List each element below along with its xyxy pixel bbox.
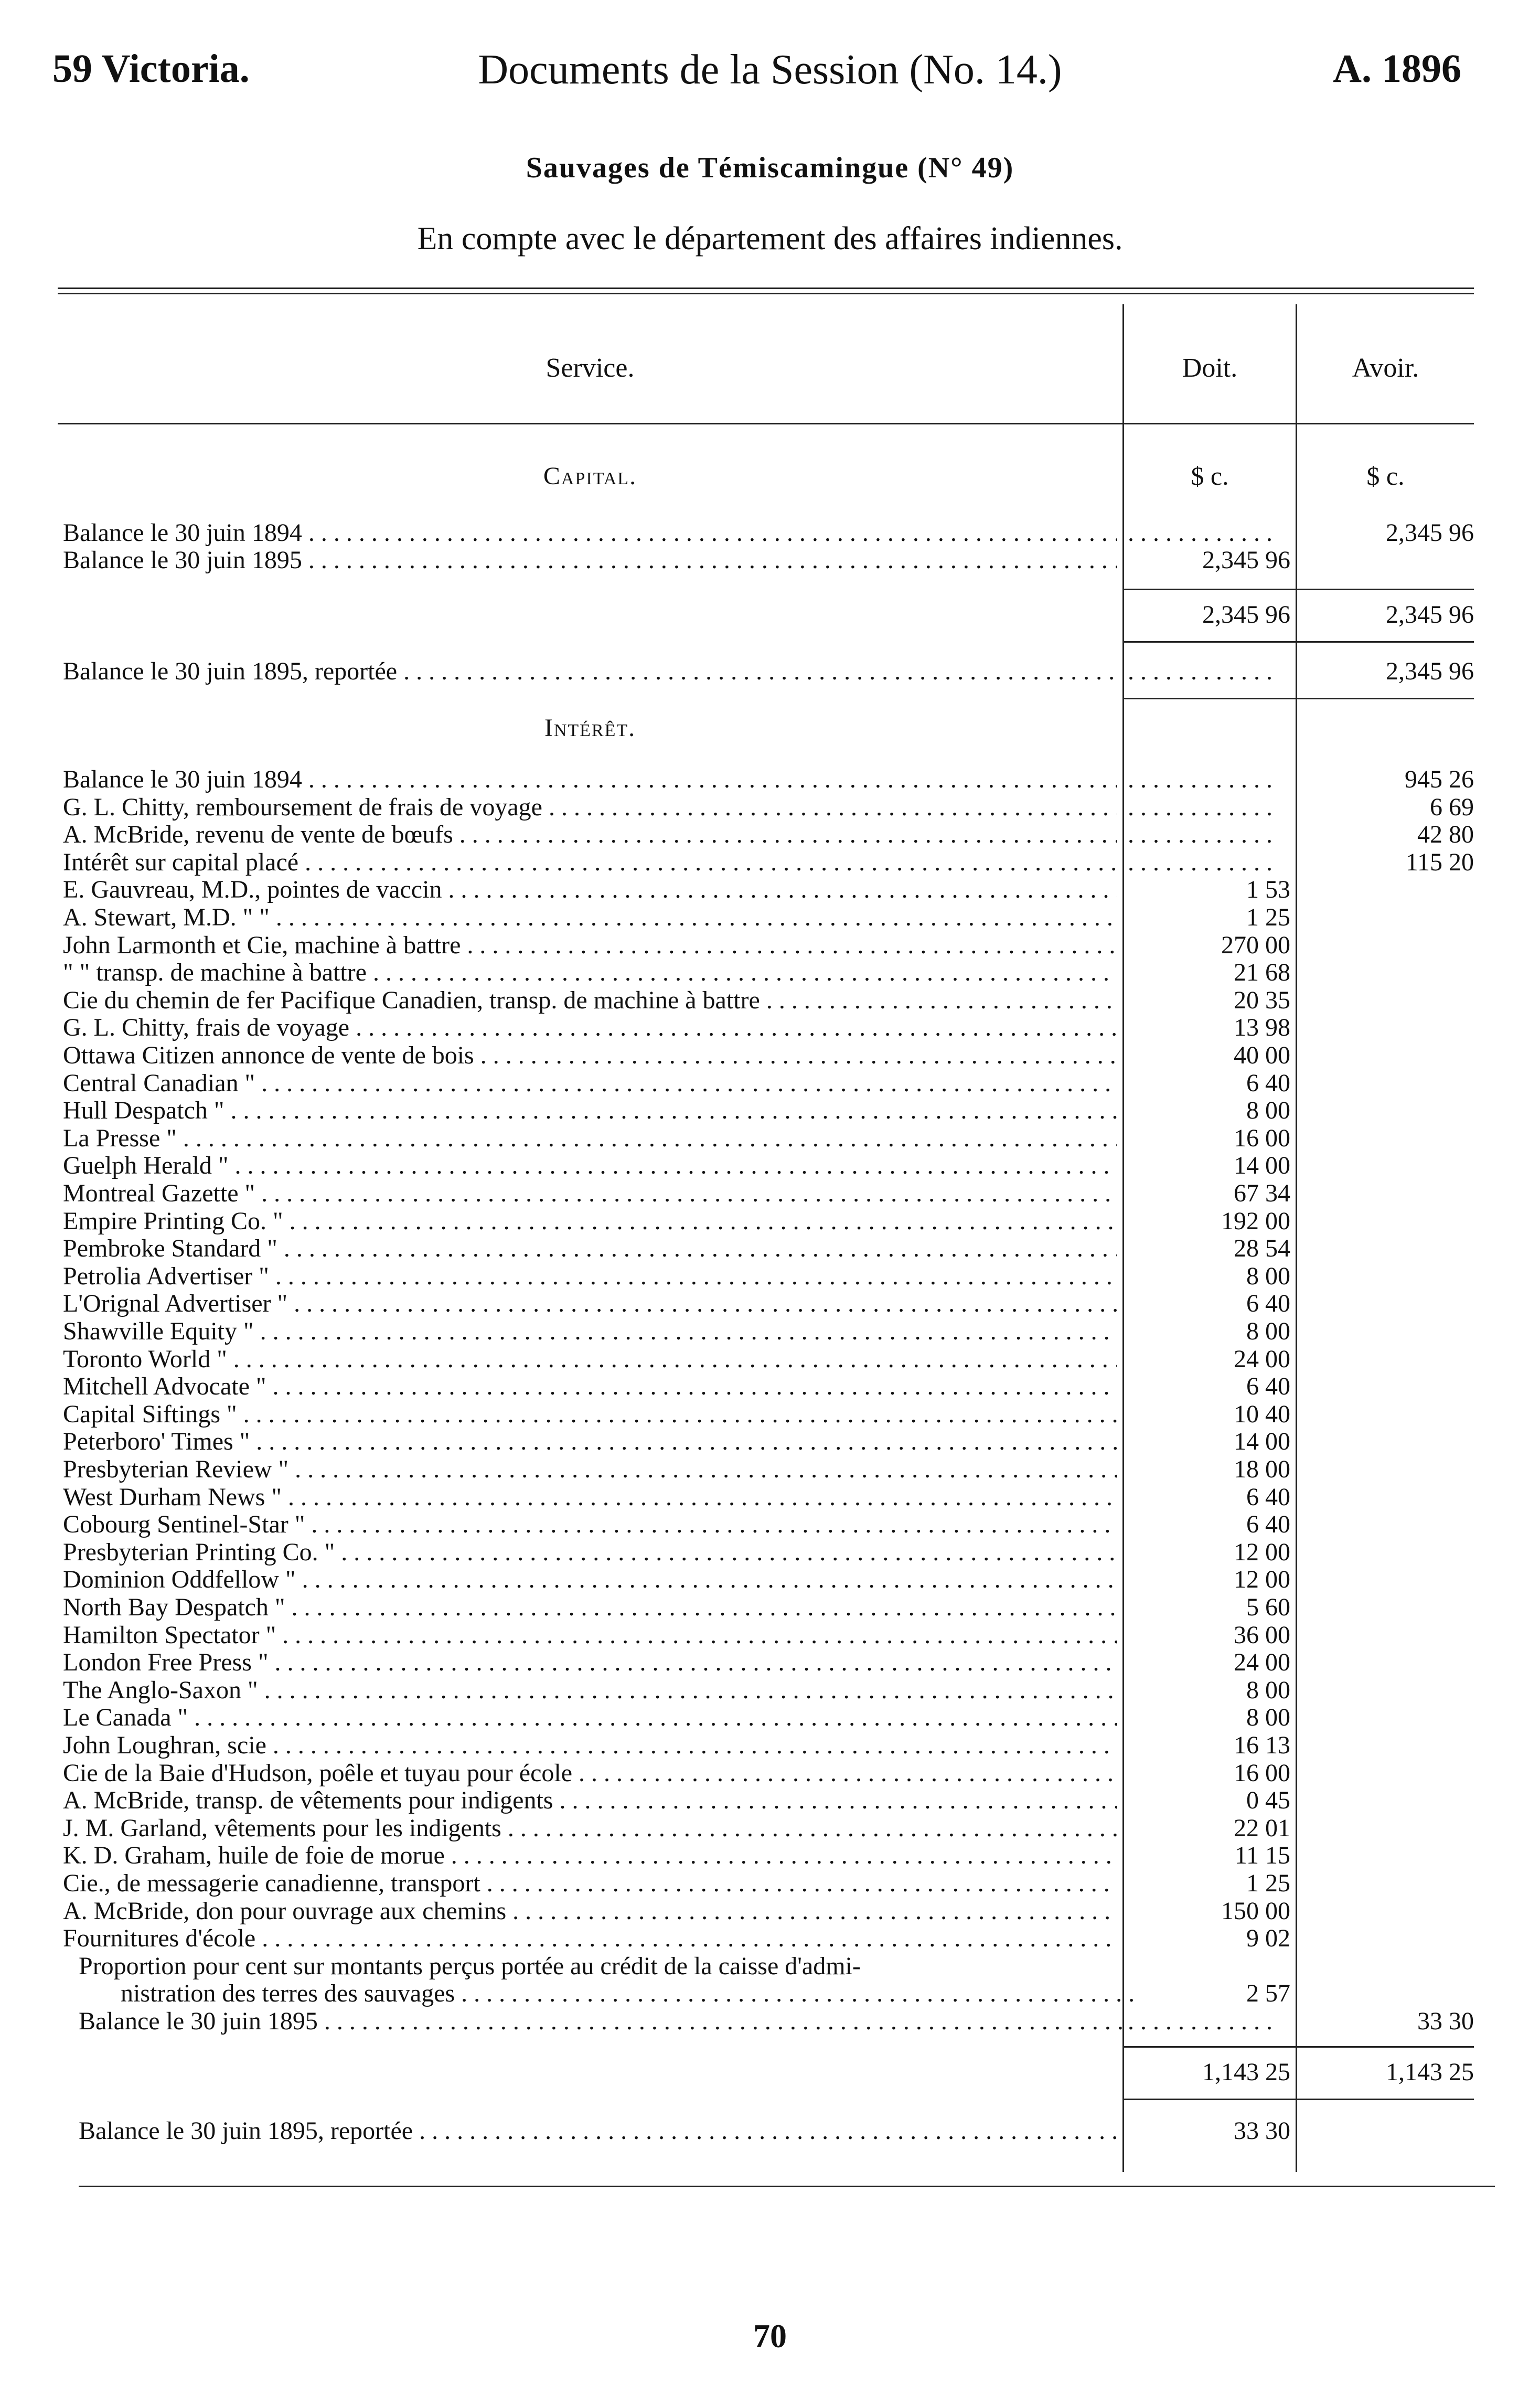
header-year-code: A. 1896 bbox=[1333, 47, 1461, 91]
proportion-line-1: Proportion pour cent sur montants perçus portée au crédit de la caisse d'admi- bbox=[79, 1952, 861, 1980]
row-debit: 6 40 bbox=[1246, 1069, 1290, 1097]
table-row-carried bbox=[0, 2117, 1540, 2145]
row-description: Balance le 30 juin 1895, reportée . . . bbox=[63, 658, 1117, 685]
table-row bbox=[0, 1704, 1540, 1731]
row-description: Balance le 30 juin 1895, reportée . . . bbox=[79, 2117, 1122, 2145]
row-description: North Bay Despatch " . . . bbox=[63, 1594, 1117, 1621]
row-leader-dots bbox=[1128, 2008, 1280, 2035]
row-description: Presbyterian Printing Co. " . . . bbox=[63, 1539, 1117, 1566]
row-description: Balance le 30 juin 1895 . . . bbox=[79, 2008, 1122, 2035]
row-description: Montreal Gazette " . . . bbox=[63, 1180, 1117, 1207]
row-description: A. McBride, don pour ouvrage aux chemins . . . bbox=[63, 1898, 1117, 1925]
table-row bbox=[0, 959, 1540, 986]
row-debit: 14 00 bbox=[1234, 1152, 1290, 1180]
table-row bbox=[0, 766, 1540, 793]
table-row bbox=[0, 1373, 1540, 1400]
table-row bbox=[0, 821, 1540, 848]
total-credit: 1,143 25 bbox=[1386, 2058, 1474, 2086]
interet-subtotal-rule-credit bbox=[1297, 2046, 1474, 2048]
row-description: Balance le 30 juin 1894 . . . bbox=[63, 519, 1117, 547]
row-debit: 14 00 bbox=[1234, 1428, 1290, 1456]
row-description: Toronto World " . . . bbox=[63, 1346, 1117, 1373]
row-description: Intérêt sur capital placé . . . bbox=[63, 849, 1117, 876]
row-description: G. L. Chitty, frais de voyage . . . bbox=[63, 1014, 1117, 1041]
table-row bbox=[0, 876, 1540, 903]
row-description: Shawville Equity " . . . bbox=[63, 1318, 1117, 1345]
row-leader-dots bbox=[1128, 519, 1280, 547]
table-row bbox=[0, 1042, 1540, 1069]
row-description: J. M. Garland, vêtements pour les indigents . . . bbox=[63, 1815, 1117, 1842]
table-row-carried bbox=[0, 658, 1540, 685]
account-subtitle: Sauvages de Témiscamingue (N° 49) bbox=[526, 152, 1014, 184]
subtotal-rule-credit bbox=[1297, 589, 1474, 590]
page-number: 70 bbox=[753, 2317, 787, 2355]
row-description: A. Stewart, M.D. " " . . . bbox=[63, 904, 1117, 931]
row-leader-dots bbox=[1128, 794, 1280, 821]
unit-debit: $ c. bbox=[1191, 461, 1229, 491]
row-debit: 40 00 bbox=[1234, 1041, 1290, 1069]
row-description: E. Gauvreau, M.D., pointes de vaccin . . . bbox=[63, 876, 1117, 903]
row-description: Mitchell Advocate " . . . bbox=[63, 1373, 1117, 1400]
row-debit: 6 40 bbox=[1246, 1372, 1290, 1401]
table-row bbox=[0, 1732, 1540, 1759]
table-row bbox=[0, 1870, 1540, 1897]
row-debit: 150 00 bbox=[1221, 1897, 1290, 1925]
table-row bbox=[0, 1097, 1540, 1124]
row-description: L'Orignal Advertiser " . . . bbox=[63, 1290, 1117, 1317]
row-debit: 24 00 bbox=[1234, 1648, 1290, 1677]
table-row bbox=[0, 1898, 1540, 1925]
row-debit: 11 15 bbox=[1234, 1841, 1290, 1870]
row-debit: 33 30 bbox=[1234, 2116, 1290, 2145]
table-row bbox=[0, 1235, 1540, 1262]
table-row bbox=[0, 1980, 1540, 2007]
interet-total-rule-credit bbox=[1297, 2099, 1474, 2100]
table-row bbox=[0, 987, 1540, 1014]
row-description: Pembroke Standard " . . . bbox=[63, 1235, 1117, 1262]
table-row bbox=[0, 794, 1540, 821]
table-row bbox=[0, 1787, 1540, 1814]
row-description: Cie., de messagerie canadienne, transport . . . bbox=[63, 1870, 1117, 1897]
table-row bbox=[0, 1622, 1540, 1649]
table-row bbox=[0, 1649, 1540, 1676]
row-debit: 12 00 bbox=[1234, 1538, 1290, 1566]
row-credit: 945 26 bbox=[1405, 765, 1474, 793]
row-credit: 42 80 bbox=[1417, 821, 1474, 849]
row-credit: 33 30 bbox=[1417, 2007, 1474, 2035]
row-description: G. L. Chitty, remboursement de frais de voyage . . . bbox=[63, 794, 1117, 821]
row-description: London Free Press " . . . bbox=[63, 1649, 1117, 1676]
row-debit: 6 40 bbox=[1246, 1510, 1290, 1539]
row-description: A. McBride, transp. de vêtements pour indigents . . . bbox=[63, 1787, 1117, 1814]
unit-credit: $ c. bbox=[1366, 461, 1405, 491]
table-row bbox=[0, 932, 1540, 959]
table-row bbox=[0, 1456, 1540, 1483]
row-description: La Presse " . . . bbox=[63, 1125, 1117, 1152]
row-debit: 6 40 bbox=[1246, 1290, 1290, 1318]
total-credit: 2,345 96 bbox=[1386, 601, 1474, 629]
row-description: Hamilton Spectator " . . . bbox=[63, 1622, 1117, 1649]
interet-subtotal-rule-debit bbox=[1124, 2046, 1296, 2048]
interet-total-rule-debit bbox=[1124, 2099, 1296, 2100]
row-debit: 16 00 bbox=[1234, 1124, 1290, 1152]
row-debit: 1 25 bbox=[1246, 903, 1290, 931]
total-debit: 1,143 25 bbox=[1202, 2058, 1290, 2086]
row-debit: 18 00 bbox=[1234, 1455, 1290, 1483]
row-debit: 13 98 bbox=[1234, 1014, 1290, 1042]
row-description: Balance le 30 juin 1894 . . . bbox=[63, 766, 1117, 793]
table-row bbox=[0, 1842, 1540, 1869]
bottom-rule bbox=[79, 2186, 1495, 2187]
table-row bbox=[0, 1677, 1540, 1704]
row-description: Central Canadian " . . . bbox=[63, 1070, 1117, 1097]
capital-end-rule-credit bbox=[1297, 698, 1474, 699]
table-row bbox=[0, 904, 1540, 931]
row-description: Dominion Oddfellow " . . . bbox=[63, 1566, 1117, 1593]
table-row bbox=[0, 1760, 1540, 1787]
row-description: Petrolia Advertiser " . . . bbox=[63, 1263, 1117, 1290]
row-description: The Anglo-Saxon " . . . bbox=[63, 1677, 1117, 1704]
row-debit: 67 34 bbox=[1234, 1179, 1290, 1207]
row-debit: 16 13 bbox=[1234, 1731, 1290, 1759]
row-debit: 192 00 bbox=[1221, 1207, 1290, 1235]
table-row bbox=[0, 547, 1540, 574]
row-description: Balance le 30 juin 1895 . . . bbox=[63, 547, 1117, 574]
table-row bbox=[0, 1346, 1540, 1373]
total-debit: 2,345 96 bbox=[1202, 601, 1290, 629]
table-row bbox=[0, 1125, 1540, 1152]
table-row bbox=[0, 1014, 1540, 1041]
table-row bbox=[0, 1428, 1540, 1455]
row-debit: 270 00 bbox=[1221, 931, 1290, 959]
table-row-total bbox=[0, 601, 1540, 629]
column-header-credit: Avoir. bbox=[1352, 353, 1419, 383]
row-debit: 1 25 bbox=[1246, 1869, 1290, 1897]
row-leader-dots bbox=[1128, 821, 1280, 848]
row-debit: 6 40 bbox=[1246, 1483, 1290, 1511]
subtotal-rule-debit bbox=[1124, 589, 1296, 590]
row-description: Hull Despatch " . . . bbox=[63, 1097, 1117, 1124]
table-row bbox=[0, 519, 1540, 547]
row-description: K. D. Graham, huile de foie de morue . . . bbox=[63, 1842, 1117, 1869]
row-debit: 8 00 bbox=[1246, 1704, 1290, 1732]
row-description: " " transp. de machine à battre . . . bbox=[63, 959, 1117, 986]
row-description: Guelph Herald " . . . bbox=[63, 1152, 1117, 1179]
table-row bbox=[0, 1594, 1540, 1621]
row-debit: 5 60 bbox=[1246, 1593, 1290, 1621]
row-debit: 2 57 bbox=[1246, 1979, 1290, 2008]
row-debit: 28 54 bbox=[1234, 1234, 1290, 1263]
row-debit: 21 68 bbox=[1234, 959, 1290, 987]
row-credit: 2,345 96 bbox=[1386, 657, 1474, 685]
total-rule-debit bbox=[1124, 641, 1296, 643]
row-debit: 2,345 96 bbox=[1202, 546, 1290, 574]
section-heading-interet: Intérêt. bbox=[544, 714, 636, 742]
row-debit: 24 00 bbox=[1234, 1345, 1290, 1373]
row-debit: 36 00 bbox=[1234, 1621, 1290, 1649]
row-credit: 6 69 bbox=[1430, 793, 1474, 821]
row-debit: 8 00 bbox=[1246, 1262, 1290, 1290]
top-rule bbox=[58, 288, 1474, 289]
row-description: Fournitures d'école . . . bbox=[63, 1925, 1117, 1952]
column-header-debit: Doit. bbox=[1182, 353, 1238, 383]
row-debit: 8 00 bbox=[1246, 1676, 1290, 1704]
row-leader-dots bbox=[1128, 658, 1280, 685]
row-description: John Larmonth et Cie, machine à battre . . . bbox=[63, 932, 1117, 959]
capital-end-rule-debit bbox=[1124, 698, 1296, 699]
table-row bbox=[0, 1566, 1540, 1593]
row-debit: 8 00 bbox=[1246, 1317, 1290, 1345]
column-header-service: Service. bbox=[546, 353, 635, 383]
row-debit: 12 00 bbox=[1234, 1566, 1290, 1594]
table-row bbox=[0, 1290, 1540, 1317]
table-row bbox=[0, 2008, 1540, 2035]
row-debit: 16 00 bbox=[1234, 1759, 1290, 1787]
row-description: Presbyterian Review " . . . bbox=[63, 1456, 1117, 1483]
row-debit: 8 00 bbox=[1246, 1096, 1290, 1125]
row-leader-dots bbox=[1128, 849, 1280, 876]
table-row bbox=[0, 1318, 1540, 1345]
row-description: A. McBride, revenu de vente de bœufs . . . bbox=[63, 821, 1117, 848]
top-rule-2 bbox=[58, 293, 1474, 294]
row-debit: 20 35 bbox=[1234, 986, 1290, 1014]
table-row-total bbox=[0, 2059, 1540, 2086]
table-row bbox=[0, 1152, 1540, 1179]
row-description: Cie du chemin de fer Pacifique Canadien, transp. de machine à battre . . . bbox=[63, 987, 1117, 1014]
row-debit: 22 01 bbox=[1234, 1814, 1290, 1842]
table-row bbox=[0, 1925, 1540, 1952]
row-description: West Durham News " . . . bbox=[63, 1484, 1117, 1511]
table-row bbox=[0, 1484, 1540, 1511]
row-credit: 115 20 bbox=[1405, 848, 1474, 876]
row-debit: 9 02 bbox=[1246, 1924, 1290, 1953]
section-heading-capital: Capital. bbox=[543, 462, 637, 490]
table-row bbox=[0, 849, 1540, 876]
row-leader-dots bbox=[1128, 766, 1280, 793]
table-row bbox=[0, 1511, 1540, 1538]
header-rule bbox=[58, 423, 1474, 424]
table-row bbox=[0, 1180, 1540, 1207]
row-description: Ottawa Citizen annonce de vente de bois . . . bbox=[63, 1042, 1117, 1069]
row-description: Cie de la Baie d'Hudson, poêle et tuyau pour école . . . bbox=[63, 1760, 1117, 1787]
account-title: En compte avec le département des affaires indiennes. bbox=[417, 221, 1123, 257]
table-row bbox=[0, 1208, 1540, 1235]
header-document-title: Documents de la Session (No. 14.) bbox=[478, 47, 1062, 93]
table-row bbox=[0, 1263, 1540, 1290]
row-debit: 1 53 bbox=[1246, 876, 1290, 904]
row-description: Le Canada " . . . bbox=[63, 1704, 1117, 1731]
table-row bbox=[0, 1401, 1540, 1428]
row-description: Empire Printing Co. " . . . bbox=[63, 1208, 1117, 1235]
row-description: Cobourg Sentinel-Star " . . . bbox=[63, 1511, 1117, 1538]
row-debit: 10 40 bbox=[1234, 1400, 1290, 1428]
row-description: Peterboro' Times " . . . bbox=[63, 1428, 1117, 1455]
row-description: Capital Siftings " . . . bbox=[63, 1401, 1117, 1428]
row-credit: 2,345 96 bbox=[1386, 519, 1474, 547]
header-session-year: 59 Victoria. bbox=[52, 47, 250, 91]
table-row bbox=[0, 1070, 1540, 1097]
row-debit: 0 45 bbox=[1246, 1786, 1290, 1815]
row-description: nistration des terres des sauvages . . . bbox=[121, 1980, 1133, 2007]
table-row bbox=[0, 1815, 1540, 1842]
row-description: John Loughran, scie . . . bbox=[63, 1732, 1117, 1759]
total-rule-credit bbox=[1297, 641, 1474, 643]
table-row bbox=[0, 1539, 1540, 1566]
